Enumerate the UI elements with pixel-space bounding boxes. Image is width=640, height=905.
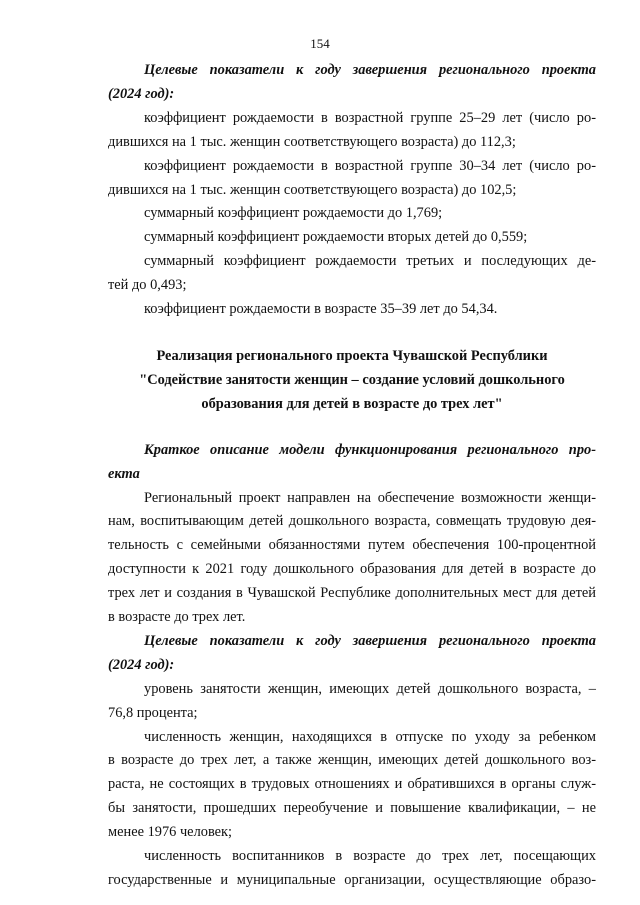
model-heading-cont: екта [108,465,140,482]
model-text-line: нам, воспитывающим детей дошкольного возраста, совмещать трудовую дея- [108,513,596,530]
target-item-cont: в возрасте до трех лет, а также женщин, имеющих детей дошкольного воз- [108,752,596,769]
target-item: коэффициент рождаемости в возрастной группе 25–29 лет (число ро- [144,109,596,126]
section-title-line-3: образования для детей в возрасте до трех лет" [201,395,503,412]
targets-heading-2: Целевые показатели к году завершения регионального проекта [144,632,596,649]
target-item-cont: дившихся на 1 тыс. женщин соответствующего возраста) до 112,3; [108,133,516,150]
target-item: коэффициент рождаемости в возрасте 35–39 лет до 54,34. [144,301,498,318]
targets-heading-1: Целевые показатели к году завершения регионального проекта [144,62,596,78]
target-item: численность женщин, находящихся в отпуске по уходу за ребенком [144,728,596,745]
target-item: коэффициент рождаемости в возрастной группе 30–34 лет (число ро- [144,157,596,174]
page-content [108,59,596,893]
target-item: уровень занятости женщин, имеющих детей дошкольного возраста, – [144,680,596,697]
section-title-line-2: "Содействие занятости женщин – создание условий дошкольного [139,371,565,388]
target-item-cont: 76,8 процента; [108,704,198,721]
target-item-cont: бы занятости, прошедших переобучение и повышение квалификации, – не [108,800,596,817]
target-item: суммарный коэффициент рождаемости третьих и последующих де- [144,253,596,270]
target-item: суммарный коэффициент рождаемости вторых детей до 0,559; [144,229,528,246]
target-item-cont: государственные и муниципальные организации, осуществляющие образо- [108,872,596,888]
model-text-line: в возрасте до трех лет. [108,609,246,626]
page-number: 154 [310,36,330,51]
target-item-cont: раста, не состоящих в трудовых отношениях и обратившихся в органы служ- [108,776,596,793]
model-text-line: трех лет и создания в Чувашской Республике дополнительных мест для детей [108,585,596,602]
target-item: численность воспитанников в возрасте до трех лет, посещающих [144,848,596,865]
model-text-line: Региональный проект направлен на обеспечение возможности женщи- [144,489,596,506]
model-heading: Краткое описание модели функционирования регионального про- [144,441,596,458]
model-text-line: доступности к 2021 году дошкольного образования для детей в возрасте до [108,561,596,578]
target-item-cont: менее 1976 человек; [108,824,233,841]
targets-heading-1-cont: (2024 год): [108,85,175,102]
target-item-cont: дившихся на 1 тыс. женщин соответствующего возраста) до 102,5; [108,181,517,198]
targets-heading-2-cont: (2024 год): [108,656,175,673]
section-title-line-1: Реализация регионального проекта Чувашской Республики [156,347,548,364]
target-item: суммарный коэффициент рождаемости до 1,769; [144,205,443,222]
target-item-cont: тей до 0,493; [108,277,187,294]
model-text-line: тельность с семейными обязанностями путем обеспечения 100-процентной [108,537,596,554]
